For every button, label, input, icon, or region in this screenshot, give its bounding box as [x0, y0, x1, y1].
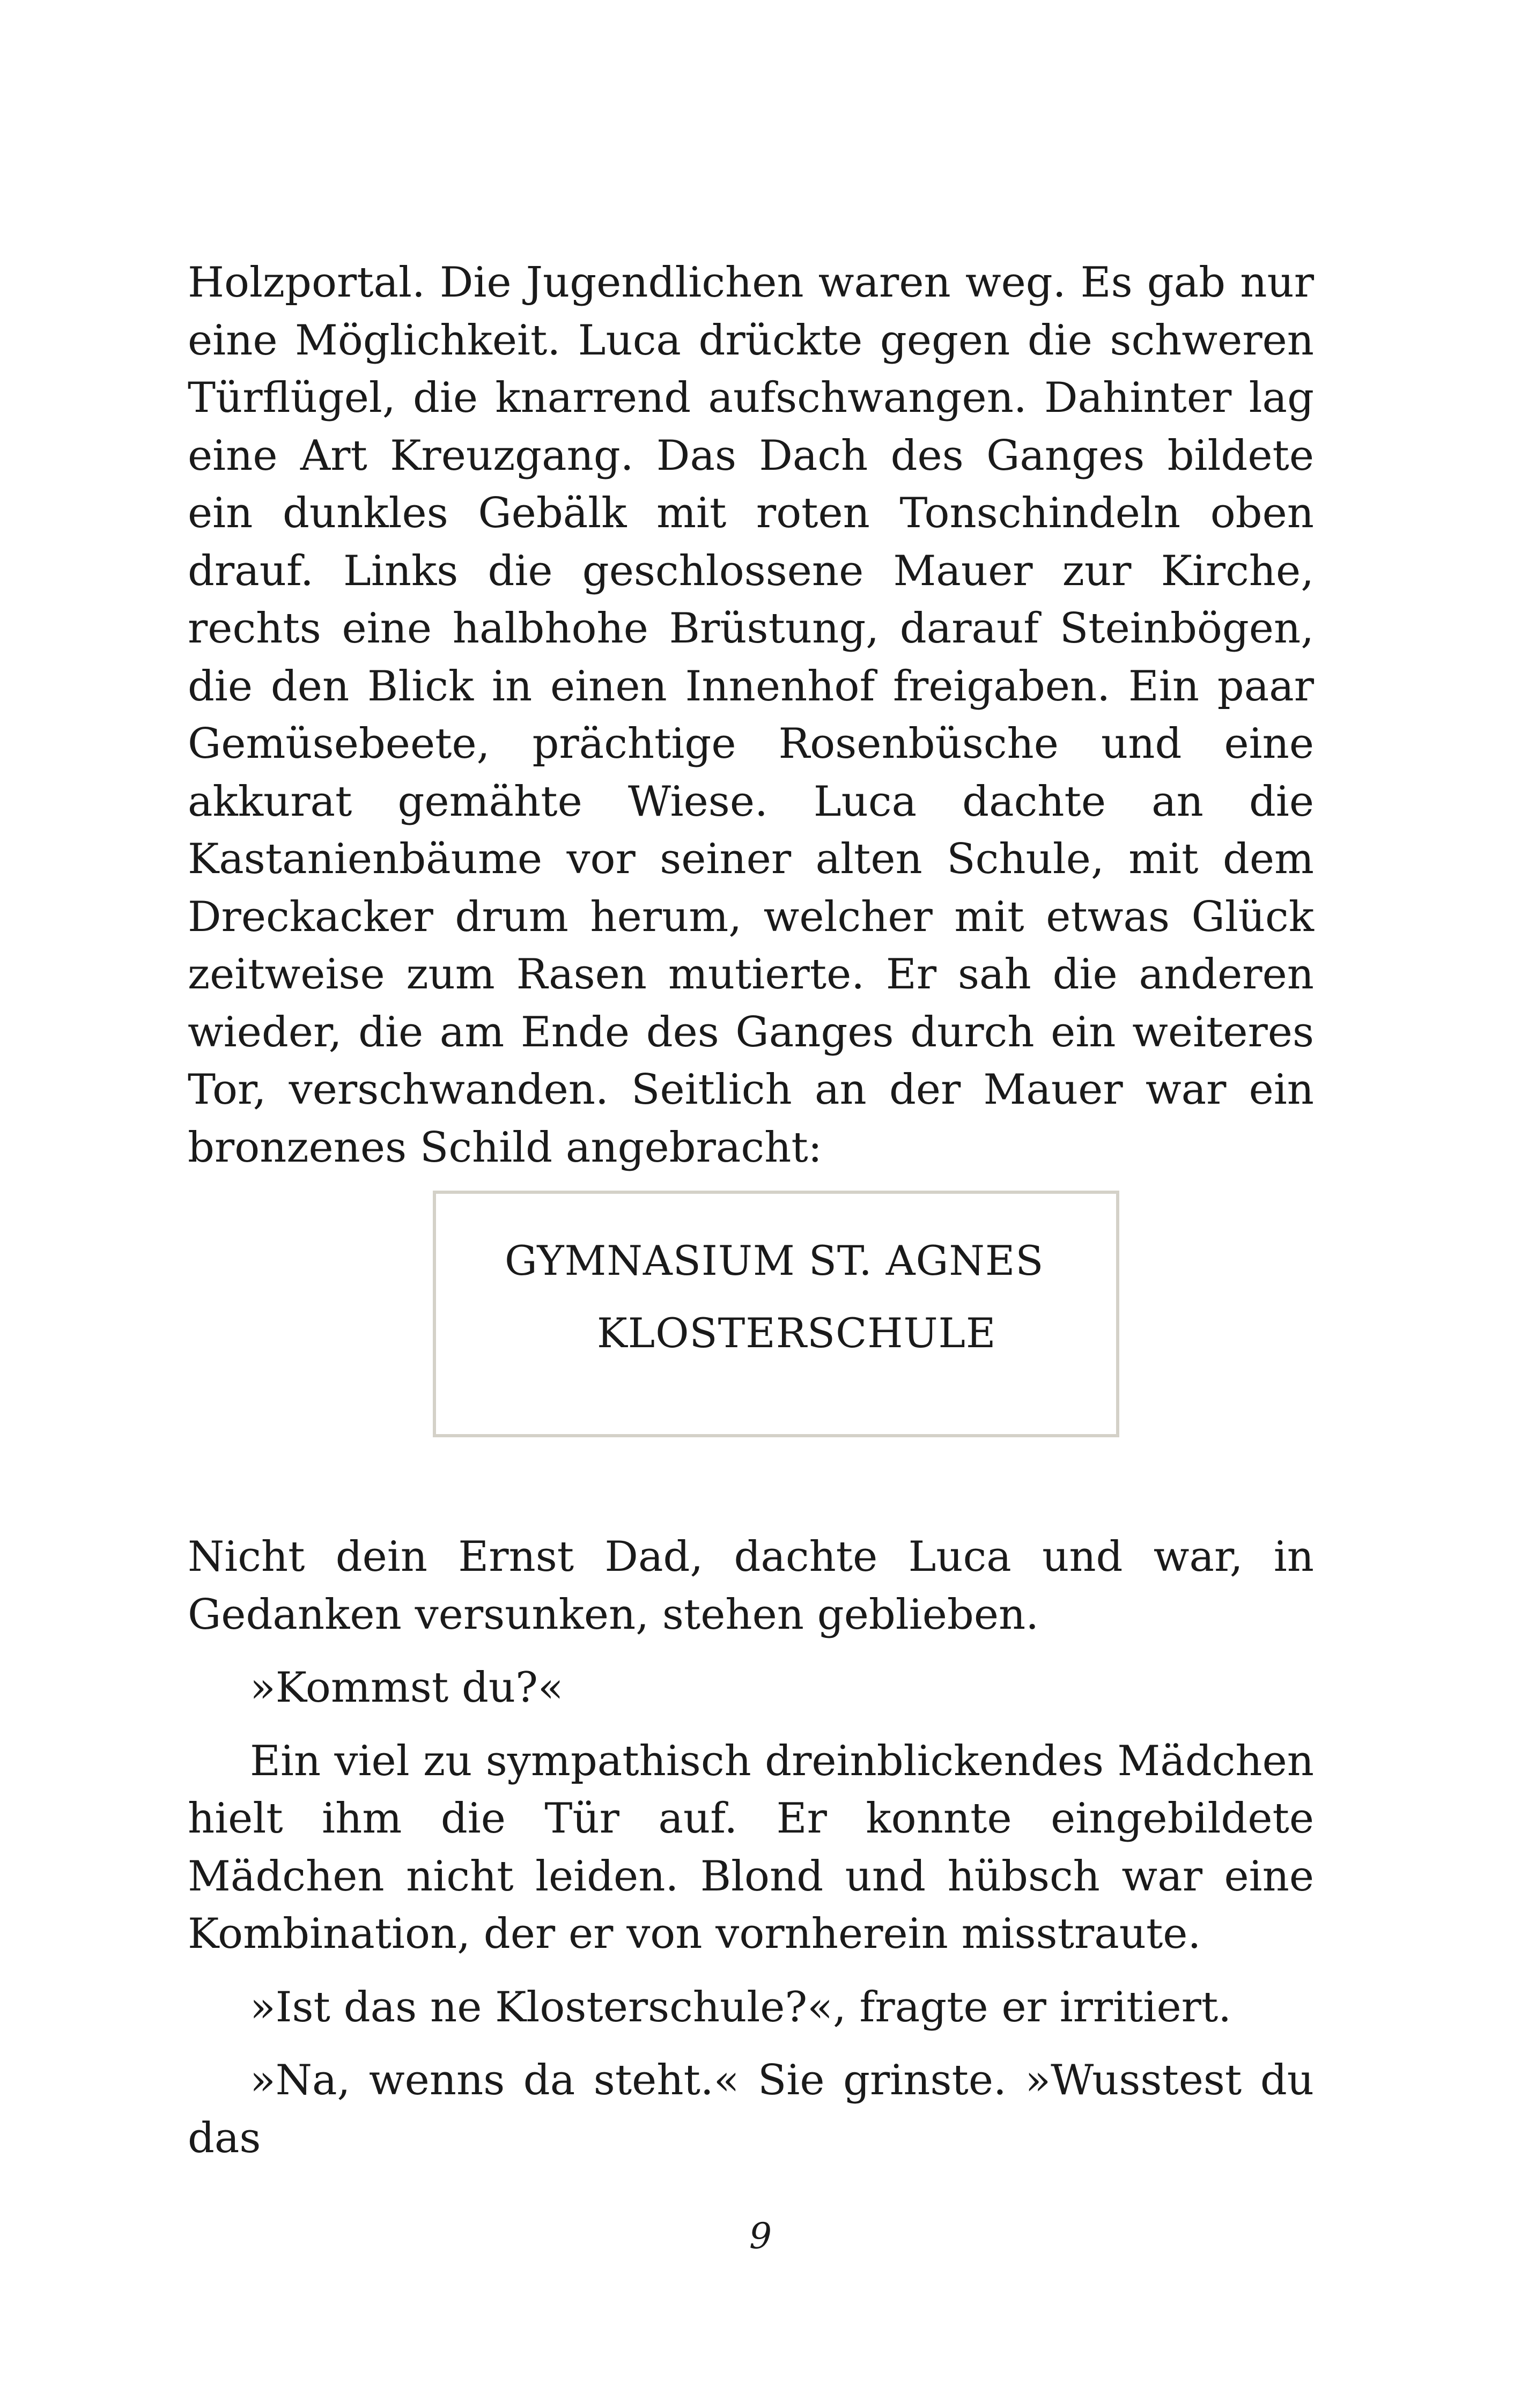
paragraph-coming: »Kommst du?« [250, 1664, 564, 1712]
paragraph-answer: »Na, wenns da steht.« Sie grinste. »Wusstest du das [188, 2056, 1314, 2162]
top-text-block [188, 254, 1314, 1172]
sign-line-school-type: KLOSTERSCHULE [597, 1309, 996, 1357]
page-number: 9 [749, 2215, 772, 2257]
paragraph-not-serious: Nicht dein Ernst Dad, dachte Luca und war, in Gedanken versunken, stehen geblieben. [188, 1533, 1314, 1639]
paragraph-cloister: Holzportal. Die Jugendlichen waren weg. Es gab nur eine Möglichkeit. Luca drückte gegen die schweren Türflügel, die knarrend aufschwangen. Dahinter lag eine Art Kreuzgang. Das Dach des Ganges bildete ein dunkles Gebälk mit roten Tonschindeln oben drauf. Links die geschlossene Mauer zur Kirche, rechts eine halbhohe Brüstung, darauf Steinbögen, die den Blick in einen Innenhof freigaben. Ein paar Gemüsebeete, prächtige Rosenbüsche und eine akkurat gemähte Wiese. Luca dachte an die Kastanienbäume vor seiner alten Schule, mit dem Dreckacker drum herum, welcher mit etwas Glück zeitweise zum Rasen mutierte. Er sah die anderen wieder, die am Ende des Ganges durch ein weiteres Tor, verschwanden. Seitlich an der Mauer war ein bronzenes Schild angebracht: [188, 258, 1314, 1172]
bronze-sign [433, 1191, 1119, 1437]
bottom-text-block [188, 1528, 1314, 2162]
sign-line-school-name: GYMNASIUM ST. AGNES [505, 1237, 1044, 1284]
paragraph-girl: Ein viel zu sympathisch dreinblickendes Mädchen hielt ihm die Tür auf. Er konnte eingebildete Mädchen nicht leiden. Blond und hübsch war eine Kombination, der er von vornherein misstraute. [188, 1737, 1314, 1958]
paragraph-question: »Ist das ne Klosterschule?«, fragte er irritiert. [250, 1983, 1232, 2032]
